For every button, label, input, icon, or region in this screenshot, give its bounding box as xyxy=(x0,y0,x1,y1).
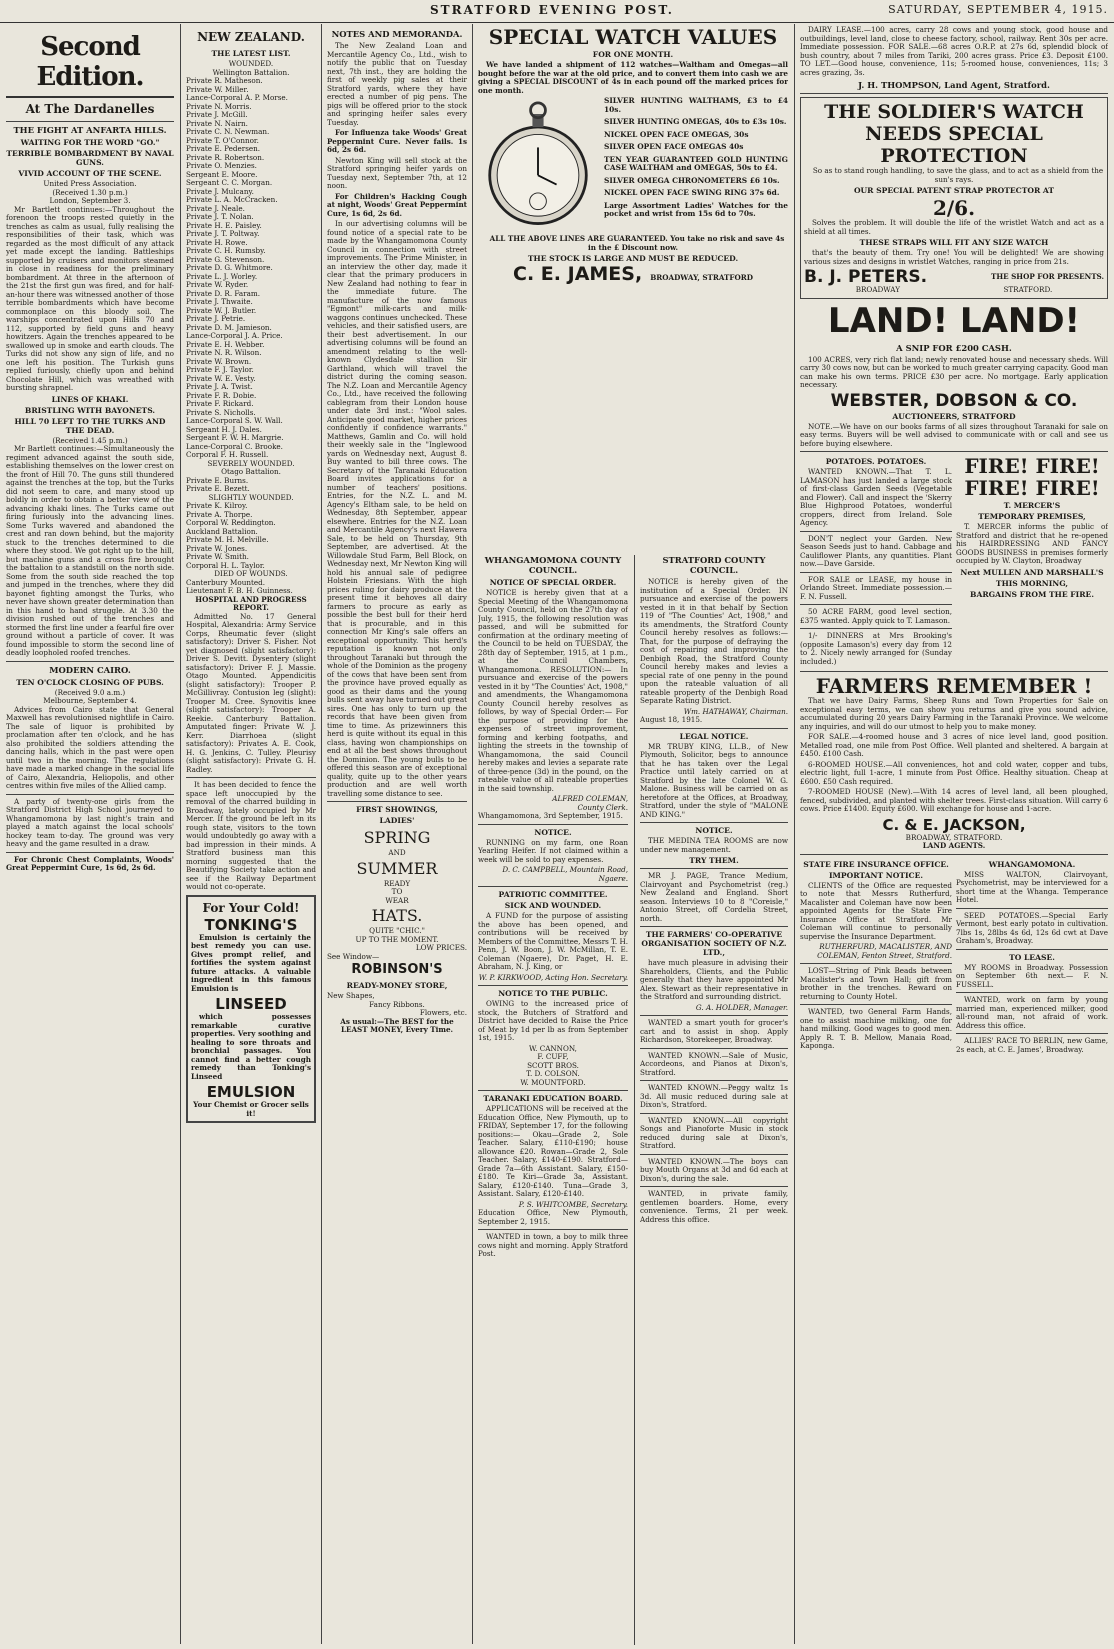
column-rule xyxy=(180,24,181,1644)
classified-ad: WANTED KNOWN.—Sale of Music, Accordeons, and Pianos at Dixon's, Stratford. xyxy=(640,1050,788,1077)
casualty-name: Private W. Smith. xyxy=(186,552,249,561)
casualty-name: Private W. Miller. xyxy=(186,84,249,94)
advert-address: BROADWAY, STRATFORD xyxy=(650,273,753,282)
subheadline: LINES OF KHAKI. xyxy=(51,394,129,404)
casualty-name: Private D. R. Faram. xyxy=(186,288,261,298)
casualty-name: Private E. H. Webber. xyxy=(186,339,265,349)
signature: D. C. CAMPBELL, Mountain Road, Ngaere. xyxy=(502,865,628,883)
notice-body: THE MEDINA TEA ROOMS are now under new management. xyxy=(640,836,788,854)
advert-text: THIS MORNING, xyxy=(995,578,1069,588)
fire-heading: FIRE! FIRE! FIRE! FIRE! xyxy=(964,454,1100,500)
column-4 xyxy=(478,552,628,1647)
section-heading: STATE FIRE INSURANCE OFFICE. xyxy=(803,859,949,869)
property-listing: 6-ROOMED HOUSE.—All conveniences, hot and cold water, copper and tubs, electric light, full 1-acre, 1 minute from Post Office. Healthy situation. Cheap at £600. £50 Cash required. xyxy=(800,759,1108,786)
subheadline: WAITING FOR THE WORD "GO." xyxy=(20,138,160,147)
advert-text: For Chronic Chest Complaints, Woods' Great Peppermint Cure, 1s 6d, 2s 6d. xyxy=(6,854,174,872)
advert-text: Solves the problem. It will double the life of the wristlet Watch and act as a shield at all times. xyxy=(804,218,1104,236)
list-heading: Wellington Battalion. xyxy=(212,67,290,77)
casualty-name: Private F. R. Dobie. xyxy=(186,390,257,400)
signatory-name: F. CUFF, xyxy=(537,1052,569,1061)
casualty-name: Corporal F. H. Russell. xyxy=(186,450,269,459)
watch-price-item: TEN YEAR GUARANTEED GOLD HUNTING CASE WALTHAM and OMEGAS, 50s to £4. xyxy=(604,154,788,172)
classified-ad: DON'T neglect your Garden. New Season Seeds just to hand. Cabbage and Cauliflower Plants, any quantities. Plant now.—Dave Garside. xyxy=(800,533,952,568)
subheadline: TERRIBLE BOMBARDMENT BY NAVAL GUNS. xyxy=(6,149,174,167)
casualty-name: Private F. Rickard. xyxy=(186,399,254,408)
advert-line: READY-MONEY STORE, xyxy=(346,981,448,990)
advert-line: SPRING xyxy=(363,828,431,847)
notice-date: Whangamomona, 3rd September, 1915. xyxy=(478,811,623,820)
casualty-list xyxy=(186,502,316,570)
casualty-name: Private N. Nairn. xyxy=(186,118,248,128)
advert-line: As usual:—The BEST for the xyxy=(340,1016,454,1026)
advert-text: NOTE.—We have on our books farms of all sizes throughout Taranaki for sale on easy terms. Buyers will be well advised to communicate with or call and see us before buying elsewhere. xyxy=(800,421,1108,448)
land-advert-heading: LAND! LAND! xyxy=(827,300,1081,341)
advert-text: ALL THE ABOVE LINES ARE GUARANTEED. You take no risk and save 4s in the £ Discount now. xyxy=(489,234,785,252)
section-heading: TO LEASE. xyxy=(1009,952,1055,962)
signature: G. A. HOLDER, Manager. xyxy=(695,1002,788,1012)
subheadline: SICK AND WOUNDED. xyxy=(504,901,602,910)
signatory-name: T. D. COLSON. xyxy=(526,1069,580,1078)
advert-line: READY xyxy=(383,878,411,888)
classified-ad: MISS WALTON, Clairvoyant, Psychometrist, may be interviewed for a short time at the Whanga. Temperance Hotel. xyxy=(956,869,1108,904)
list-heading: HOSPITAL AND PROGRESS REPORT. xyxy=(195,594,307,612)
casualty-name: Private A. Thorpe. xyxy=(186,509,253,519)
signature: W. P. KIRKWOOD, Acting Hon. Secretary. xyxy=(478,972,628,982)
advert-line: New Shapes, xyxy=(327,991,375,1000)
masthead xyxy=(0,0,1114,23)
casualty-name: Private W. J. Butler. xyxy=(186,305,257,315)
robinsons-advert xyxy=(327,805,467,1035)
column-6 xyxy=(800,26,1108,1646)
article-body: Mr Bartlett continues:—Throughout the forenoon the troops rested quietly in the trenches as calm as usual, fully realising the responsibilities of their task, which was regarded as the most difficult of any attack yet made except the landing. Battleships supported by cruisers and monitors steamed in close in readiness for the preliminary bombardment. At three in the afternoon of the 21st the first gun was fired, and for half-an-hour there was witnessed another of those terrible bombardments which have become commonplace on this bloody soil. The warships concentrated upon Hills 70 and 112, supported by field guns and heavy howitzers. Again the trenches appeared to be swallowed up in smoke and earth clouds. The Turks did not show any sign of life, and no one left his position. The Turkish guns replied furiously, chiefly upon and behind Chocolate Hill, which was wreathed with bursting shrapnel. xyxy=(6,204,174,392)
advert-line: HATS. xyxy=(371,906,423,925)
property-listing: 7-ROOMED HOUSE (New).—With 14 acres of level land, all been ploughed, fenced, subdivided, and planted with shelter trees. First-class situation. Will carry 6 cows. Price £1400. Equity £600. Will exchange for house and 1-acre. xyxy=(800,787,1108,813)
notice-tagline: TRY THEM. xyxy=(689,856,739,865)
headline: NOTICE. xyxy=(534,827,572,837)
casualty-name: Corporal W. Reddington. xyxy=(186,518,276,527)
column-rule xyxy=(634,555,635,1645)
watch-price-item: NICKEL OPEN FACE OMEGAS, 30s xyxy=(604,129,749,139)
watch-advert xyxy=(478,26,788,551)
casualty-name: Private J. Neale. xyxy=(186,203,245,213)
casualty-name: Lance-Corporal J. A. Price. xyxy=(186,331,283,340)
casualty-name: Lance-Corporal C. Brooke. xyxy=(186,441,283,451)
received-time: (Received 1.45 p.m.) xyxy=(52,435,128,445)
casualty-name: Private C. N. Newman. xyxy=(186,127,270,136)
classified-ad: ALLIES' RACE TO BERLIN, new Game, 2s each, at C. E. James', Broadway. xyxy=(956,1036,1108,1054)
list-heading: Otago Battalion. xyxy=(221,467,281,476)
casualty-name: Sergeant E. Moore. xyxy=(186,169,258,179)
casualty-name: Private W. Brown. xyxy=(186,356,252,366)
advert-text: Your Chemist or Grocer sells it! xyxy=(193,1100,309,1118)
casualty-name: Private J. T. Poltway. xyxy=(186,229,260,238)
subheadline: TEN O'CLOCK CLOSING OF PUBS. xyxy=(16,677,164,687)
classifieds-grid xyxy=(800,455,1108,668)
notice-body: MR TRUBY KING, LL.B., of New Plymouth, Solicitor, begs to announce that he has taken over the Legal Practice until lately carried on at Stratford by the late Colonel W. G. Malone. Business will be carried on as heretofore at the Offices, at Broadway, Stratford, under the style of "MALONE AND KING." xyxy=(640,741,788,819)
advert-line: FIRST SHOWINGS, xyxy=(356,805,438,814)
masthead-date: SATURDAY, SEPTEMBER 4, 1915. xyxy=(888,3,1108,16)
casualty-name: Private D. G. Whitmore. xyxy=(186,263,273,272)
casualty-name: Private R. Matheson. xyxy=(186,76,263,85)
notice-body: RUNNING on my farm, one Roan Yearling Heifer. If not claimed within a week will be sold to pay expenses. xyxy=(478,837,628,864)
advert-line: WEAR xyxy=(385,895,409,905)
headline: THE FIGHT AT ANFARTA HILLS. xyxy=(13,125,167,135)
signature: County Clerk. xyxy=(577,802,628,812)
tonkings-advert xyxy=(186,895,316,1124)
dateline: Melbourne, September 4. xyxy=(43,696,137,705)
signature: RUTHERFURD, MACALISTER, AND COLEMAN, Fenton Street, Stratford. xyxy=(817,942,952,960)
classified-ad: SEED POTATOES.—Special Early Vermont, best early potato in cultivation. 7lbs 1s, 28lbs 4s 6d, 12s 6d cwt at Dave Graham's, Broadway. xyxy=(956,910,1108,945)
casualty-name: Lance-Corporal S. W. Wall. xyxy=(186,416,283,425)
watch-price-item: SILVER OMEGA CHRONOMETERS £6 10s. xyxy=(604,175,780,185)
advert-text: THE STOCK IS LARGE AND MUST BE REDUCED. xyxy=(527,254,739,263)
second-edition-heading: Second Edition. xyxy=(6,26,174,98)
classified-ad: 50 ACRE FARM, good level section, £375 wanted. Apply quick to T. Lamason. xyxy=(800,607,952,625)
subheadline: BRISTLING WITH BAYONETS. xyxy=(24,405,156,415)
signatory-name: SCOTT BROS. xyxy=(527,1060,579,1070)
soldier-watch-advert xyxy=(800,97,1108,299)
watch-price-item: SILVER OPEN FACE OMEGAS 40s xyxy=(604,142,744,151)
advert-text: We have landed a shipment of 112 watches—Waltham and Omegas—all bought before the war at the old price, and to convert them into cash we are giving a SPECIAL DISCOUNT of 4s in each pound off the marked prices for one month. xyxy=(478,60,788,95)
advert-line: Fancy Ribbons. xyxy=(369,999,425,1009)
advert-price: 2/6. xyxy=(932,196,976,220)
classified-ad: WANTED KNOWN.—That T. L. LAMASON has just landed a large stock of first-class Garden Seeds (Vegetable and Flower). Call and inspect the 'Skerry Blue Highprood Potatoes, wonderful croppers, direct from Ireland. Sole Agency. xyxy=(800,467,952,527)
subheadline: VIVID ACCOUNT OF THE SCENE. xyxy=(18,169,162,178)
casualty-name: Sergeant H. J. Dales. xyxy=(186,424,262,434)
classified-ad: WANTED, two General Farm Hands, one to assist machine milking, one for hand milking. Good wages to good men. Apply R. T. B. Mellow, Manaia Road, Kaponga. xyxy=(800,1007,952,1050)
advert-text: For Children's Hacking Cough at night, Woods' Great Peppermint Cure, 1s 6d, 2s 6d. xyxy=(327,191,467,218)
column-rule xyxy=(321,24,322,1644)
advert-address: BROADWAY xyxy=(855,285,900,294)
casualty-name: Private J. Mulcany. xyxy=(186,186,254,196)
dateline: London, September 3. xyxy=(49,196,131,205)
advert-heading: For Your Cold! xyxy=(202,900,300,915)
signature: P. S. WHITCOMBE, Secretary. xyxy=(518,1199,628,1209)
received-time: (Received 9.0 a.m.) xyxy=(54,687,126,697)
notice-body: APPLICATIONS will be received at the Education Office, New Plymouth, up to FRIDAY, September 17, for the following positions:— Okau—Grade 2, Sole Teacher. Salary, £110-£190; house allowance £20. Rowan—Grade 2, Sole Teacher. Salary, £140-£190. Stratford—Grade 7a—6th Assistant. Salary, £150-£180. Te Kiri—Grade 3a, Assistant. Salary, £120-£140. Tuna—Grade 3, Assistant. Salary, £120-£140. xyxy=(478,1104,628,1198)
headline: MODERN CAIRO. xyxy=(49,664,131,675)
watch-price-item: Large Assortment Ladies' Watches for the pocket and wrist from 15s 6d to 70s. xyxy=(604,200,788,218)
classified-ad: 1/- DINNERS at Mrs Brooking's (opposite Lamason's) every day from 12 to 2. Nicely newly arranged for (Sunday included.) xyxy=(800,631,952,666)
received-time: (Received 1.30 p.m.) xyxy=(52,187,128,197)
subheadline: NOTICE OF SPECIAL ORDER. xyxy=(489,578,617,587)
credit: United Press Association. xyxy=(43,179,137,188)
classified-ad: FOR SALE or LEASE, my house in Orlando Street. Immediate possession.—F. N. Fussell. xyxy=(800,574,952,601)
advert-line: LADIES' xyxy=(379,816,415,825)
column-5 xyxy=(640,552,788,1647)
advert-text: That we have Dairy Farms, Sheep Runs and Town Properties for Sale on exceptional easy terms, we can show you returns and give you sound advice, accumulated during 20 years Dairy Farming in the Taranaki Province. We welcome any inquiries, and will do our utmost to help you to make money. xyxy=(800,696,1108,731)
headline: NEW ZEALAND. xyxy=(197,30,305,44)
casualty-list xyxy=(186,579,316,596)
casualty-name: Private R. Robertson. xyxy=(186,152,265,162)
signatory-name: W. MOUNTFORD. xyxy=(520,1077,586,1087)
section-heading: POTATOES. POTATOES. xyxy=(825,457,927,466)
list-heading: WOUNDED. xyxy=(228,59,274,68)
advert-text: So as to stand rough handling, to save the glass, and to act as a shield from the sun's rays. xyxy=(812,166,1104,184)
property-listing: FOR SALE.—4-roomed house and 3 acres of nice level land, good position. Metalled road, one mile from Post Office. Well planted and sheltered. A bargain at £450. £100 Cash. xyxy=(800,732,1108,758)
casualty-name: Private N. Morris. xyxy=(186,101,252,111)
column-3 xyxy=(327,26,467,1646)
casualty-name: Private H. E. Paisley. xyxy=(186,220,262,230)
casualty-name: Private G. Stevenson. xyxy=(186,254,265,264)
section-heading: WHANGAMOMONA. xyxy=(988,859,1076,869)
headline: NOTES AND MEMORANDA. xyxy=(331,29,463,39)
casualty-name: Private O. Menzies. xyxy=(186,161,257,170)
casualty-name: Canterbury Mounted. xyxy=(186,577,265,587)
signatory-name: W. CANNON, xyxy=(529,1043,577,1053)
advert-text: Next MULLEN AND MARSHALL'S xyxy=(960,567,1104,577)
casualty-name: Private K. Kilroy. xyxy=(186,501,248,510)
advert-brand: ROBINSON'S xyxy=(351,962,443,977)
article-body: Advices from Cairo state that General Maxwell has revolutionised nightlife in Cairo. The sale of liquor is prohibited by proclamation after ten o'clock, and he has also prohibited the soldiers attending the dancing halls, which in the past were open until two in the morning. The regulations have made a marked change in the social life of Cairo, Alexandria, Heliopolis, and other centres within five miles of the Allied camp. xyxy=(6,704,174,790)
watch-price-list xyxy=(604,97,788,235)
advert-line: AND xyxy=(388,848,406,857)
casualty-name: Private S. Nicholls. xyxy=(186,407,256,417)
article-body: Admitted No. 17 General Hospital, Alexandria: Army Service Corps, Rheumatic fever (slight satisfactory): Driver S. Fisher. Not yet diagnosed (slight satisfactory): Driver S. Devitt. Dysentery (slight satisfactory): Driver F. J. Massie. Otago Mounted. Appendicitis (slight satisfactory): Trooper P. McGillivray. Contusion leg (slight): Trooper M. Cree. Synovitis knee (slight satisfactory): Trooper A. Reekie. Canterbury Battalion. Amputated finger: Private W. J. Kerr. Diarrhoea (slight satisfactory): Privates A. E. Cook, H. G. Jenkins, C. Tulley. Pleurisy (slight satisfactory): Private G. H. Radley. xyxy=(186,611,316,774)
advert-text: For Influenza take Woods' Great Peppermint Cure. Never fails. 1s 6d, 2s 6d. xyxy=(327,128,467,154)
classified-ad: DAIRY LEASE.—100 acres, carry 28 cows and young stock, good house and outbuildings, level land, close to cheese factory, school, railway. Rent 30s per acre. Immediate possession. FOR SALE.—68 acres O.R.P. at 27s 6d, splendid block of bush country, about 7 miles from Tariki, 200 acres grass. Price £3. Deposit £100. TO LET.—Good house, convenience, 11s; 5-roomed house, conveniences, 11s; 3 acres grazing, 3s. xyxy=(800,26,1108,77)
casualty-name: Lieutenant F. B. H. Guinness. xyxy=(186,586,293,595)
classified-ad: WANTED KNOWN.—Peggy waltz 1s 3d. All music reduced during sale at Dixon's, Stratford. xyxy=(640,1083,788,1109)
advert-line: UP TO THE MOMENT. xyxy=(355,934,439,944)
advert-brand: T. MERCER'S xyxy=(1003,501,1061,510)
casualty-name: Private M. H. Melville. xyxy=(186,535,269,544)
list-heading: SLIGHTLY WOUNDED. xyxy=(208,492,294,502)
article-body: It has been decided to fence the space left unoccupied by the removal of the charred building in Broadway, lately occupied by Mr Mercer. If the ground be left in its rough state, visitors to the town would undoubtedly go away with a bad impression in their minds. A Stratford business man this morning suggested that the Beautifying Society take action and see if the Railway Department would not co-operate. xyxy=(186,780,316,891)
classified-ad: WANTED KNOWN.—The boys can buy Mouth Organs at 3d and 6d each at Dixon's, during the sale. xyxy=(640,1156,788,1183)
classified-ad: WANTED, work on farm by young married man, experienced milker, good all-round man, not afraid of work. Address this office. xyxy=(956,995,1108,1030)
headline: LEGAL NOTICE. xyxy=(679,731,749,741)
casualty-list xyxy=(186,477,316,494)
advert-text: OUR SPECIAL PATENT STRAP PROTECTOR AT xyxy=(853,186,1055,195)
headline: PATRIOTIC COMMITTEE. xyxy=(498,890,608,899)
advert-text: BARGAINS FROM THE FIRE. xyxy=(970,589,1094,599)
notice-body: CLIENTS of the Office are requested to note that Messrs Rutherfurd, Macalister and Coleman have now been appointed Agents for the State Fire Insurance Office at Stratford. Mr Coleman will continue to personally supervise the Insurance Department. xyxy=(800,880,952,941)
casualty-name: Private D. M. Jamieson. xyxy=(186,322,272,332)
headline: WHANGAMOMONA COUNTY COUNCIL. xyxy=(484,555,622,575)
advert-text: THESE STRAPS WILL FIT ANY SIZE WATCH xyxy=(859,238,1049,247)
signature: Wm. HATHAWAY, Chairman. xyxy=(683,706,788,716)
casualty-name: Private W. Jones. xyxy=(186,543,248,553)
casualty-name: Private E. Burns. xyxy=(186,475,249,485)
classified-ad: MY ROOMS in Broadway. Possession on September 6th next.— F. N. FUSSELL. xyxy=(956,962,1108,989)
section-heading: At The Dardanelles xyxy=(25,102,155,116)
advert-brand: EMULSION xyxy=(206,1083,296,1101)
casualty-name: Corporal H. L. Taylor. xyxy=(186,560,265,570)
advert-line: LEAST MONEY, Every Time. xyxy=(340,1025,454,1034)
classified-ad: MR J. PAGE, Trance Medium, Clairvoyant and Psychometrist (reg.) New Zealand and England. Short season. Interviews 10 to 8 "Coreisle," Antonio Street, off Cordelia Street, north. xyxy=(640,871,788,923)
advert-text: T. MERCER informs the public of Stratford and district that he re-opened his HAIRDRESSING AND FANCY GOODS BUSINESS in premises formerly occupied by W. Clayton, Broadway xyxy=(956,522,1108,565)
casualty-name: Private E. Pedersen. xyxy=(186,144,261,153)
advert-text: which possesses remarkable curative properties. Very soothing and healing to sore throats and bronchial passages. You cannot find a better cough remedy than Tonking's Linseed xyxy=(191,1012,311,1081)
advert-tagline: LAND AGENTS. xyxy=(922,841,986,850)
advert-text: 100 ACRES, very rich flat land; newly renovated house and necessary sheds. Will carry 30 cows now, but can be worked to much greater carrying capacity. Good man can make his own terms. PRICE £30 per acre. No mortgage. Early application necessary. xyxy=(800,354,1108,389)
casualty-name: Private J. Thwaite. xyxy=(186,297,253,306)
advert-brand: J. H. THOMPSON, Land Agent, Stratford. xyxy=(858,80,1050,90)
advert-text: that's the beauty of them. Try one! You will be delighted! We are showing various sizes and designs in wristlet Watches, ranging in price from 21s. xyxy=(804,248,1104,266)
casualty-name: Private J. McGill. xyxy=(186,110,248,119)
headline: NOTICE. xyxy=(695,826,733,835)
subheadline: THE LATEST LIST. xyxy=(211,49,291,58)
column-rule xyxy=(472,24,473,1644)
article-body: A party of twenty-one girls from the Stratford District High School journeyed to Whangamomona by last night's train and played a match against the local schools' hockey team to-day. The ground was very heavy and the game resulted in a draw. xyxy=(6,796,174,848)
casualty-name: Private C. H. Rumsby. xyxy=(186,246,266,255)
notice-date: August 18, 1915. xyxy=(640,715,703,724)
article-body: Mr Bartlett continues:—Simultaneously the regiment advanced against the south side, establishing themselves on the lower crest on the front of Hill 70. The guns still thundered against the trenches at the top, but the Turks did not seem to care, and many stood up boldly in order to obtain a better view of the advancing khaki lines. The Turks came out firing furiously into the advancing lines. Some Turks wavered and abandoned the crest and ran down behind, but the majority stuck to the trenches determined to die where they stood. We got right up to the hill, but machine guns and a cross fire brought the battalion to a standstill on the north side. Some from the south side reached the top and jumped in the trenches, where they did bayonet fighting amongst the Turks, who never have shown greater determination than in this hand to hand struggle. At 3.30 the division rushed out of the trenches and stormed the first line under a fearful fire over ground without a particle of cover. It was found impossible to storm the second line of deadly loopholed roofed trenches. xyxy=(6,444,174,657)
advert-line: TO xyxy=(391,887,403,896)
farmers-remember-heading: FARMERS REMEMBER ! xyxy=(815,674,1093,698)
advert-subheading: A SNIP FOR £200 CASH. xyxy=(896,342,1012,353)
classifieds-grid xyxy=(800,858,1108,1057)
signatory-list xyxy=(478,1045,628,1088)
notice-date: Education Office, New Plymouth, September 2, 1915. xyxy=(478,1208,628,1226)
casualty-name: Private T. O'Connor. xyxy=(186,135,259,145)
classified-ad: LOST—String of Pink Beads between Macalister's and Town Hall; gift from brother in the trenches. Reward on returning to County Hotel. xyxy=(800,966,952,1001)
advert-line: LOW PRICES. xyxy=(415,943,467,952)
advert-line: Flowers, etc. xyxy=(419,1008,467,1017)
advert-address: BROADWAY, STRATFORD. xyxy=(905,832,1003,842)
casualty-name: Private L. A. McCracken. xyxy=(186,195,278,204)
advert-line: QUITE "CHIC." xyxy=(369,926,425,935)
advert-heading: THE SOLDIER'S WATCH NEEDS SPECIAL PROTECTION xyxy=(824,101,1084,167)
casualty-name: Private W. Ryder. xyxy=(186,280,249,289)
classified-ad: WANTED a smart youth for grocer's cart and to assist in shop. Apply Richardson, Storekeeper, Broadway. xyxy=(640,1018,788,1044)
classified-ad: WANTED KNOWN.—All copyright Songs and Pianoforte Music in stock reduced during sale at Dixon's, Stratford. xyxy=(640,1115,788,1150)
casualty-name: Lance-Corporal A. P. Morse. xyxy=(186,93,288,102)
casualty-name: Private J. Petrie. xyxy=(186,314,246,323)
classified-ad: WANTED in town, a boy to milk three cows night and morning. Apply Stratford Post. xyxy=(478,1232,628,1258)
advert-brand: LINSEED xyxy=(215,995,287,1013)
casualty-name: Private W. E. Vesty. xyxy=(186,373,256,383)
casualty-name: Private J. A. Twist. xyxy=(186,382,253,391)
advert-brand: C. & E. JACKSON, xyxy=(882,815,1026,834)
advert-subheading: TEMPORARY PREMISES, xyxy=(978,512,1086,521)
article-body: Newton King will sell stock at the Stratford springing heifer yards on Tuesday next, September 7th, at 12 noon. xyxy=(327,155,467,190)
casualty-name: Private F. J. Taylor. xyxy=(186,365,254,374)
column-2 xyxy=(186,26,316,1646)
casualty-name: Private J. T. Nolan. xyxy=(186,212,254,221)
casualty-name: Sergeant F. W. H. Margrie. xyxy=(186,433,284,442)
headline: STRATFORD COUNTY COUNCIL. xyxy=(662,555,766,575)
section-subheading: IMPORTANT NOTICE. xyxy=(828,870,924,880)
column-1 xyxy=(6,26,174,1646)
advert-brand: B. J. PETERS. xyxy=(804,267,928,287)
list-heading: SEVERELY WOUNDED. xyxy=(207,458,295,468)
watch-price-item: SILVER HUNTING OMEGAS, 40s to £3s 10s. xyxy=(604,117,787,126)
headline: NOTICE TO THE PUBLIC. xyxy=(498,989,608,998)
pocket-watch-icon xyxy=(478,101,598,231)
article-body: The New Zealand Loan and Mercantile Agency Co., Ltd., wish to notify the public that on Tuesday next, 7th inst., they are holding the first of weekly pig sales at their Stratford yards, where they have erected a number of pig pens. The pigs will be offered prior to the stock and springing heifer sales every Tuesday. xyxy=(327,41,467,127)
classified-ad: WANTED, in private family, gentlemen boarders. Home, every convenience. Terms, 21 per week. Address this office. xyxy=(640,1189,788,1224)
advert-heading: SPECIAL WATCH VALUES xyxy=(488,26,778,49)
column-rule xyxy=(794,24,795,1644)
watch-advert-body xyxy=(478,97,788,235)
list-heading: DIED OF WOUNDS. xyxy=(214,569,288,578)
advert-tagline: THE SHOP FOR PRESENTS. xyxy=(991,271,1104,281)
advert-subheading: AUCTIONEERS, STRATFORD xyxy=(892,411,1016,421)
advert-subheading: FOR ONE MONTH. xyxy=(592,50,674,59)
notice-body: have much pleasure in advising their Shareholders, Clients, and the Public generally that they have appointed Mr Alex. Stewart as their representative in the Stratford and surrounding district. xyxy=(640,958,788,1001)
casualty-name: Private H. Rowe. xyxy=(186,237,248,247)
notice-body: NOTICE is hereby given of the institution of a Special Order. IN pursuance and exercise of the powers vested in it in that behalf by Section 119 of "The Counties' Act, 1908," and its amendments, the Stratford County Council hereby resolves as follows:— That, for the purpose of defraying the cost of repairing and improving the Denbigh Road, the Stratford County Council hereby makes and levies a special rate of one penny in the pound upon the rateable valuation of all rateable property of the Denbigh Road Separate Rating District. xyxy=(640,577,788,705)
headline: TARANAKI EDUCATION BOARD. xyxy=(483,1094,623,1103)
casualty-name: Auckland Battalion. xyxy=(186,526,258,536)
casualty-name: Private L. J. Worley. xyxy=(186,271,258,281)
watch-price-item: NICKEL OPEN FACE SWING RING 37s 6d. xyxy=(604,188,780,197)
casualty-name: Private E. Bezett. xyxy=(186,484,250,493)
signature: ALFRED COLEMAN, xyxy=(552,794,628,803)
advert-text: Emulsion is certainly the best remedy you can use. Gives prompt relief, and fortifies the system against future attacks. A valuable ingredient in this famous Emulsion is xyxy=(191,932,311,993)
subheadline: HILL 70 LEFT TO THE TURKS AND THE DEAD. xyxy=(14,416,166,435)
casualty-name: Sergeant C. C. Morgan. xyxy=(186,178,273,187)
watch-price-item: SILVER HUNTING WALTHAMS, £3 to £4 10s. xyxy=(604,96,788,114)
notice-body: OWING to the increased price of stock, the Butchers of Stratford and District have decided to Raise the Price of Meat by 1d per lb as from September 1st, 1915. xyxy=(478,999,628,1042)
casualty-name: Private N. R. Wilson. xyxy=(186,348,262,357)
masthead-title: STRATFORD EVENING POST. xyxy=(430,3,674,17)
advert-brand: WEBSTER, DOBSON & CO. xyxy=(830,390,1078,411)
article-body: In our advertising columns will be found notice of a special rate to be made by the Whangamomona County Council in connection with street improvements. The Prime Minister, in an interview the other day, made it clear that the primary producers in New Zealand had nothing to fear in the immediate future. The manufacture of the now famous "Egmont" milk-carts and milk-waggons continues unchecked. These vehicles, and their satisfied users, are their best advertisement. In our advertising columns will be found an amendment relating to the well-known Clydesdale stallion Sir Garthland, which will travel the district during the coming season. The N.Z. Loan and Mercantile Agency Co., Ltd., have received the following cablegram from their London house under date 3rd inst.: "Wool sales. Anticipate good market, higher prices confidently if confidence warrants." Matthews, Gamlin and Co. will hold their weekly sale in the "Inglewood yards on Wednesday next, August 8. Buy wanted to bill three cows. The Secretary of the Taranaki Education Board invites applications for a number of teachers' positions. Entries, for the N.Z. L. and M. Agency's Eltham sale, to be held on Wednesday, 8th September, appear elsewhere. Entries for the N.Z. Loan and Mercantile Agency's next Hawera Sale, to be held on Thursday, 9th September, are advertised. At the Willowdale Stud Farm, Bell Block, on Wednesday next, Mr Newton King will hold his annual sale of pedigree Holstein Friesians. With the high prices ruling for dairy produce at the present time it behoves all dairy farmers to procure as early as possible the best bull for their herd that is procurable, and in this connection Mr King's sale offers an exceptional opportunity. This herd's reputation is known not only throughout Taranaki but through the whole of the Dominion as the progeny of the cows that have been sent from the province have proved equally as good as their dams and the young bulls sent away have turned out great sires. One has only to turn up the records that have been given from time to time. As prizewinners this herd is quite without its equal in this class, having won championships on end at all the best shows throughout the Dominion. The young bulls to be offered this season are of exceptional quality, quite up to the other years production and are well worth travelling some distance to see. xyxy=(327,219,467,798)
advert-brand: C. E. JAMES, xyxy=(513,263,643,285)
casualty-list xyxy=(186,77,316,460)
headline: THE FARMERS' CO-OPERATIVE ORGANISATION SOCIETY OF N.Z. LTD., xyxy=(641,930,787,957)
advert-address: STRATFORD. xyxy=(1003,285,1053,294)
notice-body: NOTICE is hereby given that at a Special Meeting of the Whangamomona County Council, held on the 27th day of July, 1915, the following resolution was passed, and will be submitted for confirmation at the ordinary meeting of the Council to be held on TUESDAY, the 28th day of September, 1915, at 1 p.m., at the Council Chambers, Whangamomona. RESOLUTION:— In pursuance and exercise of the powers vested in it by "The Counties' Act, 1908," and amendments, the Whangamomona County Council hereby resolves as follows, by way of Special Order:— For the purpose of providing for the expenses of street improvement, forming and kerbing footpaths, and lighting the streets in the township of Whangamomona, the said Council hereby makes and levies a separate rate of three-pence (3d) in the pound, on the rateable value of all rateable properties in the said township. xyxy=(478,588,628,793)
advert-line: See Window— xyxy=(327,951,380,961)
advert-line: SUMMER xyxy=(356,858,438,878)
advert-brand: TONKING'S xyxy=(204,915,298,934)
notice-body: A FUND for the purpose of assisting the above has been opened, and contributions will be received by Members of the Committee, Messrs T. H. Penn, J. W. Boon, J. W. McMillan, T. E. Coleman (Ngaere), Dr. Paget, H. E. Abraham, N. J. King, or xyxy=(478,911,628,971)
